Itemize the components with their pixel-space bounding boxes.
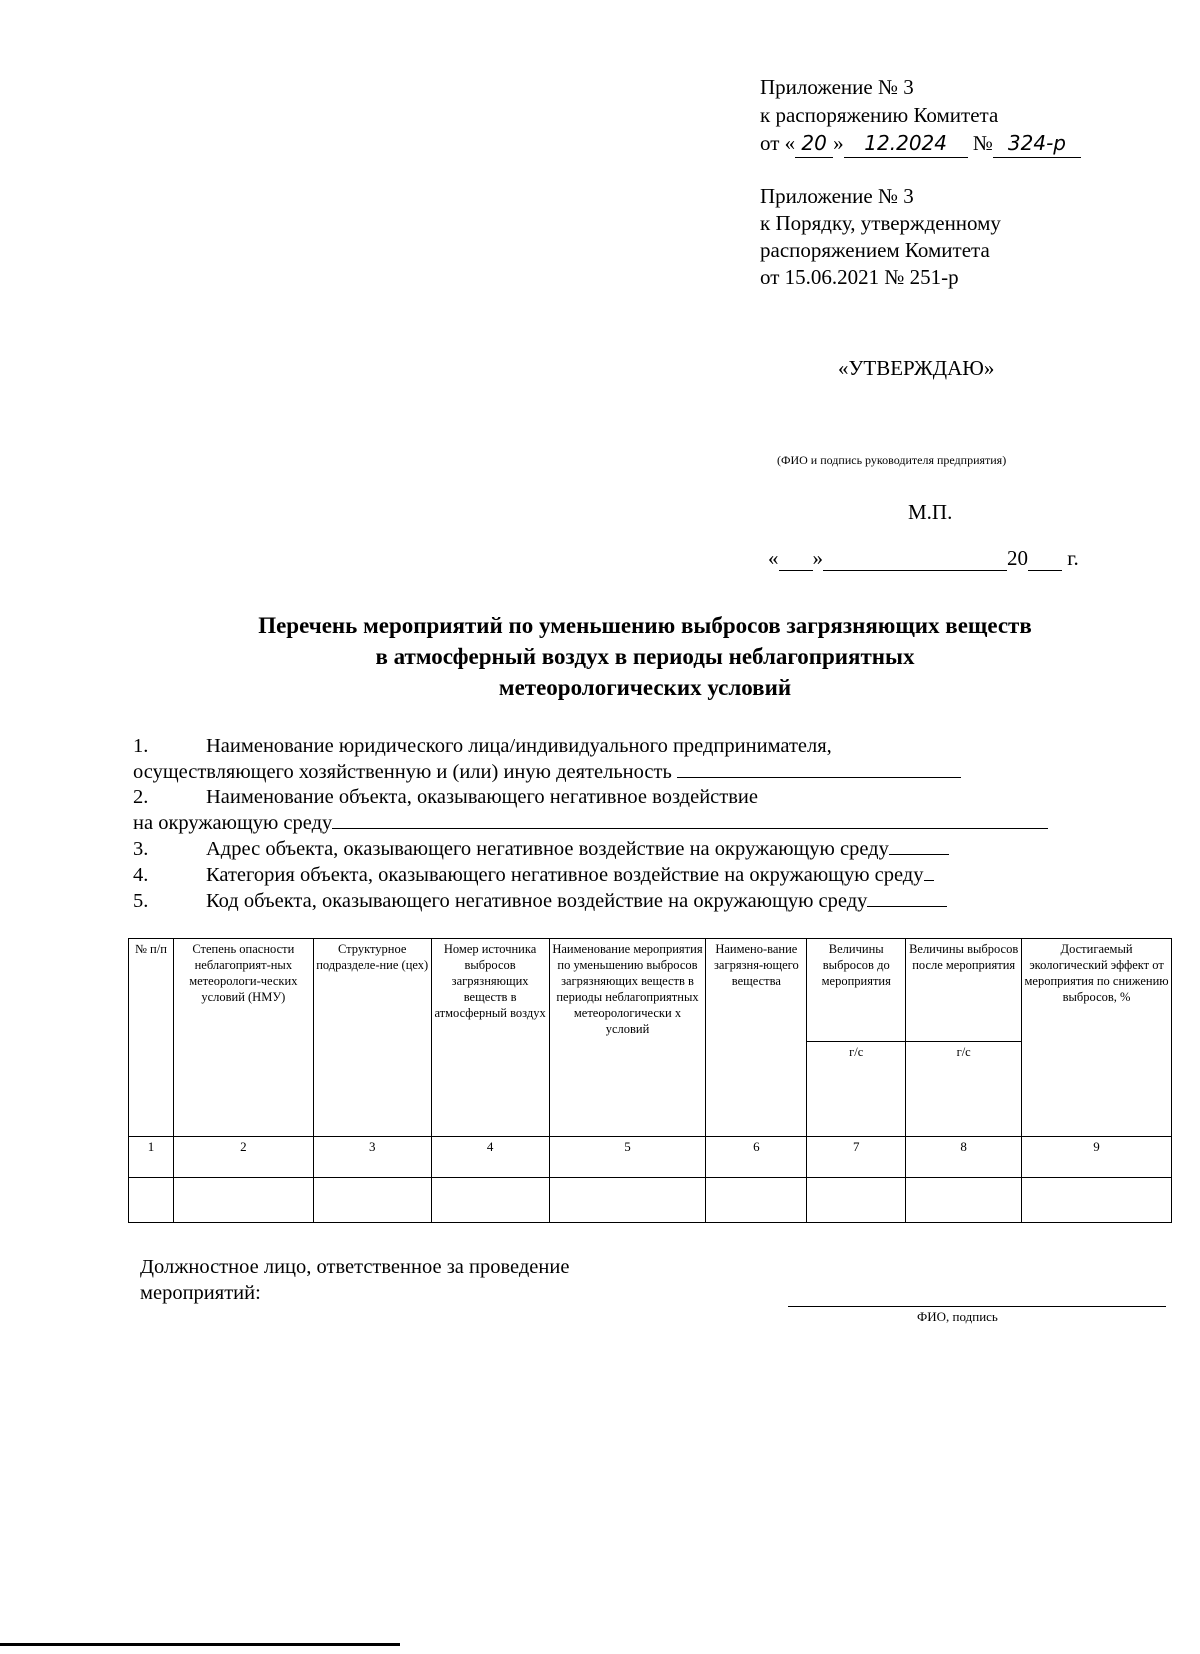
date-day-blank [779, 550, 813, 571]
fill-blank [924, 862, 934, 881]
order-date-number [760, 130, 1081, 158]
table-row-column-numbers [129, 1137, 1172, 1178]
table-cell: 9 [1022, 1137, 1172, 1178]
list-item: 4. Категория объекта, оказывающего негативное воздействие на окружающую среду [133, 862, 1093, 888]
list-item: 5. Код объекта, оказывающего негативное воздействие на окружающую среду [133, 888, 1093, 914]
appendix-procedure-line3: распоряжением Комитета [760, 238, 990, 262]
date-month-blank [823, 550, 1007, 571]
table-cell: 1 [129, 1137, 174, 1178]
appendix-order-line2: к распоряжению Комитета [760, 103, 999, 127]
list-item: 1. Наименование юридического лица/индивидуального предпринимателя, [133, 735, 832, 757]
table-cell: 2 [173, 1137, 313, 1178]
order-day-handwritten: 20 [795, 130, 833, 158]
list-item: 3. Адрес объекта, оказывающего негативное воздействие на окружающую среду [133, 836, 1093, 862]
document-title [120, 610, 1170, 703]
measures-table [128, 938, 1172, 1223]
appendix-procedure-line2: к Порядку, утвержденному [760, 211, 1001, 235]
signature-line [788, 1306, 1166, 1307]
object-info-list [133, 734, 1093, 914]
responsible-official [140, 1254, 569, 1306]
appendix-procedure-line4: от 15.06.2021 № 251-р [760, 265, 959, 289]
header-cell-hazard-degree: Степень опасности неблагоприят-ных метеорологи-ческих условий (НМУ) [173, 939, 313, 1137]
signature-caption: ФИО, подпись [917, 1309, 998, 1324]
order-date-prefix: от « [760, 131, 796, 155]
header-cell-division: Структурное подразделе-ние (цех) [313, 939, 431, 1137]
header-cell-emissions-after: Величины выбросов после мероприятия [906, 939, 1022, 1042]
table-cell: 8 [906, 1137, 1022, 1178]
official-line2: мероприятий: [140, 1282, 261, 1304]
table-cell-empty[interactable] [431, 1178, 549, 1223]
table-cell: 7 [807, 1137, 906, 1178]
table-cell-empty[interactable] [313, 1178, 431, 1223]
table-cell-empty[interactable] [706, 1178, 807, 1223]
order-quote-close: » [833, 131, 844, 155]
table-cell-empty[interactable] [1022, 1178, 1172, 1223]
date-quote-close: » [812, 546, 823, 570]
fill-blank [332, 810, 1048, 829]
table-cell: 5 [549, 1137, 706, 1178]
order-number-handwritten: 324-р [993, 130, 1081, 158]
date-year-prefix: 20 [1007, 546, 1028, 570]
title-line1: Перечень мероприятий по уменьшению выбросов загрязняющих веществ [258, 613, 1032, 638]
date-year-blank [1028, 550, 1062, 571]
header-cell-number: № п/п [129, 939, 174, 1137]
bottom-scan-edge [0, 1643, 400, 1646]
header-cell-ecological-effect: Достигаемый экологический эффект от мероприятия по снижению выбросов, % [1022, 939, 1172, 1137]
fill-blank [889, 836, 949, 855]
order-number-label: № [972, 131, 993, 155]
header-cell-source-number: Номер источника выбросов загрязняющих веществ в атмосферный воздух [431, 939, 549, 1137]
date-quote-open: « [768, 546, 779, 570]
date-year-suffix: г. [1067, 546, 1079, 570]
table-cell: 6 [706, 1137, 807, 1178]
unit-cell-after: г/с [906, 1042, 1022, 1137]
list-item-continuation: на окружающую среду [133, 810, 1093, 836]
appendix-order-block [760, 74, 1081, 158]
unit-cell-before: г/с [807, 1042, 906, 1137]
header-cell-emissions-before: Величины выбросов до мероприятия [807, 939, 906, 1042]
official-line1: Должностное лицо, ответственное за проведение [140, 1256, 570, 1278]
list-item: 2. Наименование объекта, оказывающего негативное воздействие [133, 786, 758, 808]
appendix-procedure-block [760, 183, 1001, 291]
table-cell: 4 [431, 1137, 549, 1178]
appendix-order-line1: Приложение № 3 [760, 75, 914, 99]
table-cell-empty[interactable] [549, 1178, 706, 1223]
table-cell-empty[interactable] [807, 1178, 906, 1223]
header-cell-measure-name: Наименование мероприятия по уменьшению выбросов загрязняющих веществ в периоды неблагоприятных метеорологически х условий [549, 939, 706, 1137]
approval-date-line [768, 546, 1079, 571]
title-line2: в атмосферный воздух в периоды неблагоприятных [375, 644, 915, 669]
list-item-continuation: осуществляющего хозяйственную и (или) иную деятельность [133, 759, 1093, 785]
header-cell-pollutant-name: Наимено-вание загрязня-ющего вещества [706, 939, 807, 1137]
table-cell-empty[interactable] [906, 1178, 1022, 1223]
appendix-procedure-line1: Приложение № 3 [760, 184, 914, 208]
seal-label: М.П. [908, 500, 953, 524]
table-cell: 3 [313, 1137, 431, 1178]
fill-blank [677, 759, 961, 778]
fill-blank [867, 888, 947, 907]
table-cell-empty[interactable] [129, 1178, 174, 1223]
table-row-empty [129, 1178, 1172, 1223]
approval-fio-caption: (ФИО и подпись руководителя предприятия) [777, 453, 1007, 467]
title-line3: метеорологических условий [498, 675, 792, 700]
order-month-year-handwritten: 12.2024 [844, 130, 968, 158]
approval-heading: «УТВЕРЖДАЮ» [838, 356, 995, 380]
table-cell-empty[interactable] [173, 1178, 313, 1223]
table-header-row [129, 939, 1172, 1042]
